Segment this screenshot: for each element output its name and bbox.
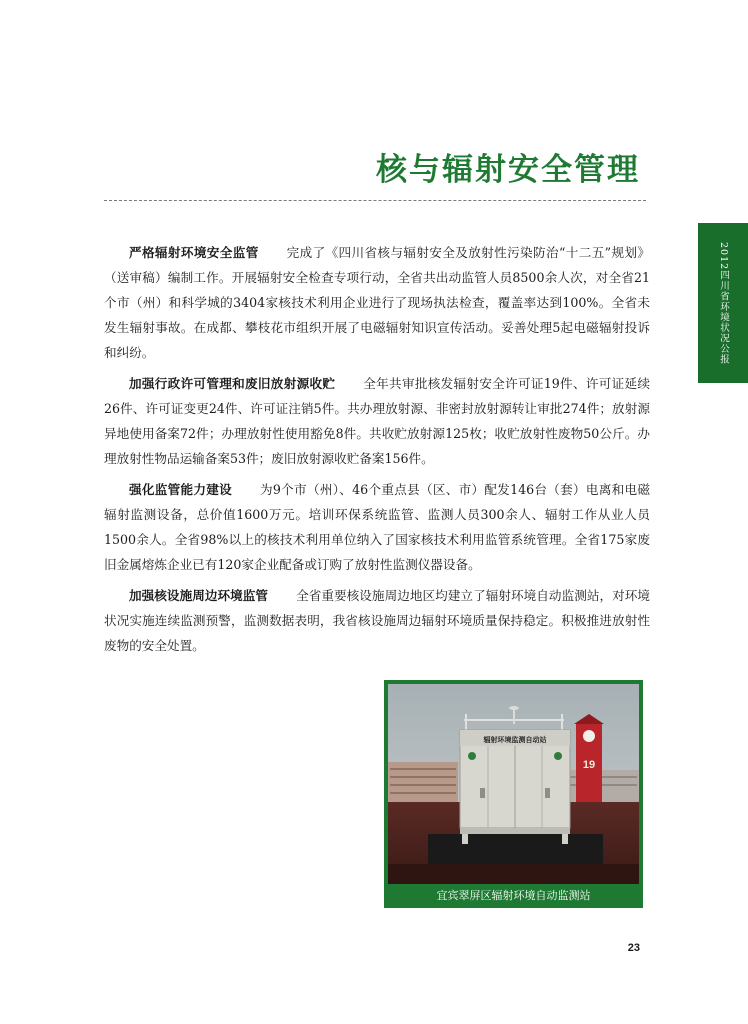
- side-tab-label: 2012四川省环境状况公报: [718, 241, 729, 365]
- paragraph-text: 全年共审批核发辐射安全许可证19件、许可证延续26件、许可证变更24件、许可证注销5件。共办理放射源、非密封放射源转让审批274件；放射源异地使用备案72件；办理放射性使用豁免8件。共收贮放射源125枚；收贮放射性废物50公斤。办理放射性物品运输备案53件；废旧放射源收贮备案156件。: [104, 376, 651, 466]
- paragraph-text: 全省重要核设施周边地区均建立了辐射环境自动监测站，对环境状况实施连续监测预警，监测数据表明，我省核设施周边辐射环境质量保持稳定。积极推进放射性废物的安全处置。: [104, 588, 651, 653]
- page-number: 23: [627, 942, 640, 954]
- paragraph-heading: 加强行政许可管理和废旧放射源收贮: [129, 376, 336, 391]
- paragraph-licensing: [104, 371, 650, 471]
- station-sign: 辐射环境监测自动站: [483, 736, 547, 744]
- page-title: 核与辐射安全管理: [376, 152, 640, 188]
- side-tab: [698, 223, 748, 383]
- monitoring-station-photo: [388, 684, 639, 884]
- paragraph-nuclear-facility-monitoring: [104, 583, 650, 658]
- tower-digits: 19: [582, 759, 596, 771]
- photo-caption: 宜宾翠屏区辐射环境自动监测站: [436, 889, 591, 902]
- title-divider: [104, 200, 646, 201]
- paragraph-text: 为9个市（州）、46个重点县（区、市）配发146台（套）电离和电磁辐射监测设备，总价值1600万元。培训环保系统监管、监测人员300余人、辐射工作从业人员1500余人。全省98%以上的核技术利用单位纳入了国家核技术利用监管系统管理。全省175家废旧金属熔炼企业已有120家企业配备或订购了放射性监测仪器设备。: [104, 482, 651, 572]
- photo-card: [384, 680, 643, 908]
- paragraph-heading: 强化监管能力建设: [129, 482, 233, 497]
- logo-icon: [554, 752, 562, 760]
- paragraph-radiation-supervision: [104, 240, 650, 365]
- paragraph-capacity-building: [104, 477, 650, 577]
- monitoring-station-illustration: [388, 684, 639, 884]
- paragraph-heading: 严格辐射环境安全监管: [129, 245, 259, 260]
- logo-icon: [468, 752, 476, 760]
- clock-face: [583, 730, 595, 742]
- paragraph-heading: 加强核设施周边环境监管: [129, 588, 269, 603]
- base-platform: [428, 834, 603, 864]
- article-body: [104, 240, 650, 664]
- paragraph-text: 完成了《四川省核与辐射安全及放射性污染防治“十二五”规划》（送审稿）编制工作。开展辐射安全检查专项行动，全省共出动监管人员8500余人次，对全省21个市（州）和科学城的3404家核技术利用企业进行了现场执法检查，覆盖率达到100%。全省未发生辐射事故。在成都、攀枝花市组织开展了电磁辐射知识宣传活动。妥善处理5起电磁辐射投诉和纠纷。: [104, 245, 650, 360]
